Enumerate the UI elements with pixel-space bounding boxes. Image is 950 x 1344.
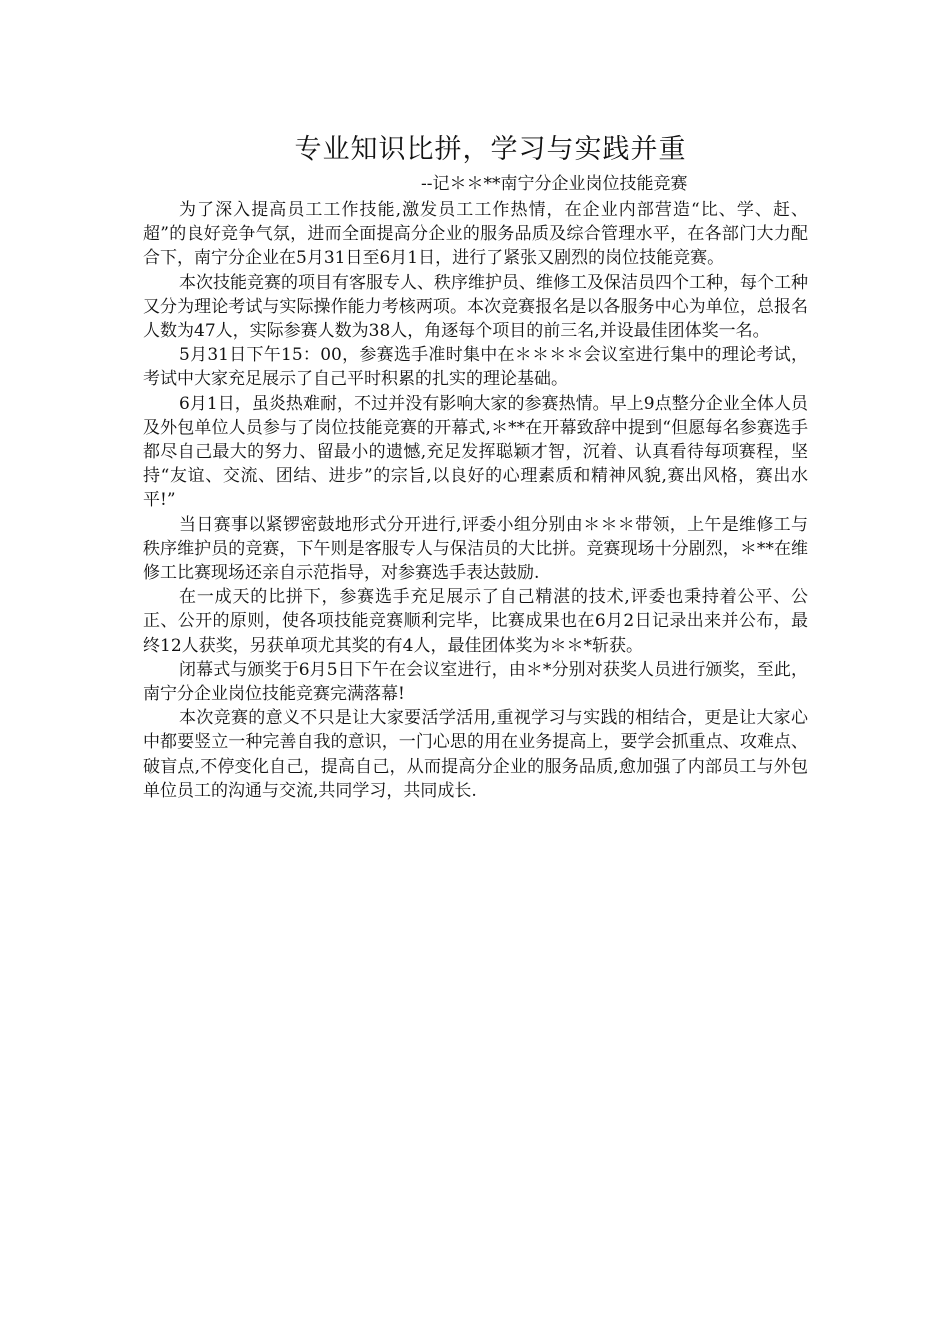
paragraph-significance: 本次竞赛的意义不只是让大家要活学活用,重视学习与实践的相结合，更是让大家心中都要竖立一种完善自我的意识，一门心思的用在业务提高上，要学会抓重点、攻难点、破盲点,不停变化自己，提高自己，从而提高分企业的服务品质,愈加强了内部员工与外包单位员工的沟通与交流,共同学习，共同成长. xyxy=(143,708,808,801)
document-page xyxy=(143,128,808,803)
paragraph-theory-exam: 5月31日下午15：00，参赛选手准时集中在＊＊＊＊会议室进行集中的理论考试，考试中大家充足展示了自己平时积累的扎实的理论基础。 xyxy=(143,345,808,390)
paragraph-intro: 为了深入提高员工工作技能,激发员工工作热情，在企业内部营造“比、学、赶、超”的良好竞争气氛，进而全面提高分企业的服务品质及综合管理水平，在各部门大力配合下，南宁分企业在5月31日至6月1日，进行了紧张又剧烈的岗位技能竞赛。 xyxy=(143,200,808,269)
document-subtitle: --记＊＊**南宁分企业岗位技能竞赛 xyxy=(421,174,688,194)
document-title: 专业知识比拼，学习与实践并重 xyxy=(294,134,687,165)
paragraph-competition-day: 当日赛事以紧锣密鼓地形式分开进行,评委小组分别由＊＊＊带领，上午是维修工与秩序维护员的竞赛，下午则是客服专人与保洁员的大比拼。竞赛现场十分剧烈，＊**在维修工比赛现场还亲自示范指导，对参赛选手表达鼓励. xyxy=(143,514,808,584)
paragraph-events: 本次技能竞赛的项目有客服专人、秩序维护员、维修工及保洁员四个工种，每个工种又分为理论考试与实际操作能力考核两项。本次竞赛报名是以各服务中心为单位，总报名人数为47人，实际参赛人数为38人，角逐每个项目的前三名,并设最佳团体奖一名。 xyxy=(143,272,808,342)
paragraph-opening: 6月1日，虽炎热难耐，不过并没有影响大家的参赛热情。早上9点整分企业全体人员及外包单位人员参与了岗位技能竞赛的开幕式,＊**在开幕致辞中提到“但愿每名参赛选手都尽自己最大的努力、留最小的遗憾,充足发挥聪颖才智，沉着、认真看待每项赛程，坚持“友谊、交流、团结、进步”的宗旨,以良好的心理素质和精神风貌,赛出风格，赛出水平!” xyxy=(143,393,808,511)
paragraph-results: 在一成天的比拼下，参赛选手充足展示了自己精湛的技术,评委也秉持着公平、公正、公开的原则，使各项技能竞赛顺利完毕，比赛成果也在6月2日记录出来并公布，最终12人获奖，另获单项尤其奖的有4人，最佳团体奖为＊＊*斩获。 xyxy=(143,587,808,656)
paragraph-closing: 闭幕式与颁奖于6月5日下午在会议室进行，由＊*分别对获奖人员进行颁奖，至此，南宁分企业岗位技能竞赛完满落幕! xyxy=(143,659,808,705)
